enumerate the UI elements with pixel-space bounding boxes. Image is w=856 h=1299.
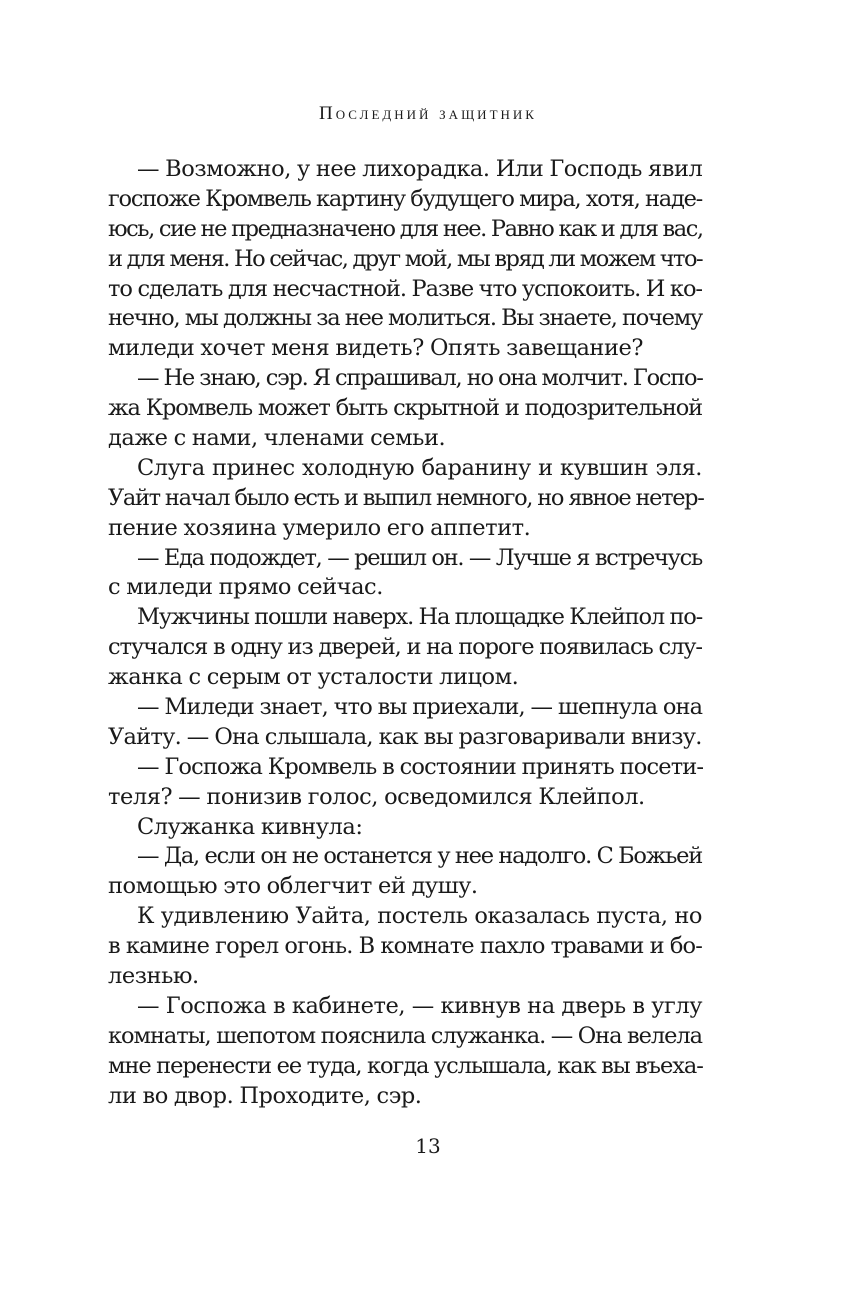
text-line: — Госпожа Кромвель в состоянии принять посети- — [137, 753, 704, 780]
running-head: Последний защитник — [319, 103, 537, 124]
text-line: К удивлению Уайта, постель оказалась пуста, но — [137, 903, 702, 930]
text-line: Уайт начал было есть и выпил немного, но явное нетер- — [108, 484, 704, 511]
text-line: пение хозяина умерило его аппетит. — [108, 514, 531, 541]
text-line: и для меня. Но сейчас, друг мой, мы вряд ли можем что- — [108, 245, 702, 272]
text-line: — Да, если он не останется у нее надолго. С Божьей — [137, 843, 702, 870]
text-line: то сделать для несчастной. Разве что успокоить. И ко- — [108, 275, 702, 302]
body-text — [108, 155, 702, 1112]
text-line: лезнью. — [108, 963, 199, 990]
text-line: — Не знаю, сэр. Я спрашивал, но она молчит. Госпо- — [137, 365, 703, 392]
text-line: Уайту. — Она слышала, как вы разговаривали внизу. — [108, 723, 702, 750]
text-line: с миледи прямо сейчас. — [108, 574, 383, 601]
text-line: — Возможно, у нее лихорадка. Или Господь явил — [137, 156, 703, 182]
text-line: жанка с серым от усталости лицом. — [108, 664, 519, 691]
text-line: жа Кромвель может быть скрытной и подозрительной — [108, 395, 702, 422]
text-line: нечно, мы должны за нее молиться. Вы знаете, почему — [108, 305, 702, 332]
text-line: — Еда подождет, — решил он. — Лучше я встречусь — [137, 544, 702, 571]
text-line: помощью это облегчит ей душу. — [108, 873, 478, 900]
page-number: 13 — [415, 1134, 441, 1158]
text-line: — Госпожа в кабинете, — кивнув на дверь в углу — [137, 992, 702, 1019]
text-line: юсь, сие не предназначено для нее. Равно как и для вас, — [108, 215, 703, 242]
text-line: миледи хочет меня видеть? Опять завещание? — [108, 335, 643, 362]
text-line: комнаты, шепотом пояснила служанка. — Она велела — [108, 1022, 702, 1049]
text-line: в камине горел огонь. В комнате пахло травами и бо- — [108, 933, 702, 960]
text-line: теля? — понизив голос, осведомился Клейпол. — [108, 783, 645, 810]
text-line: стучался в одну из дверей, и на пороге появилась слу- — [108, 634, 702, 661]
text-line: Слуга принес холодную баранину и кувшин эля. — [137, 454, 702, 481]
text-line: мне перенести ее туда, когда услышала, как вы въеха- — [108, 1052, 703, 1079]
text-line: госпоже Кромвель картину будущего мира, хотя, наде- — [108, 185, 702, 212]
text-line: — Миледи знает, что вы приехали, — шепнула она — [137, 694, 703, 721]
text-line: Служанка кивнула: — [137, 813, 363, 840]
text-line: даже с нами, членами семьи. — [108, 425, 446, 452]
text-line: ли во двор. Проходите, сэр. — [108, 1082, 422, 1109]
text-line: Мужчины пошли наверх. На площадке Клейпол по- — [137, 604, 703, 631]
